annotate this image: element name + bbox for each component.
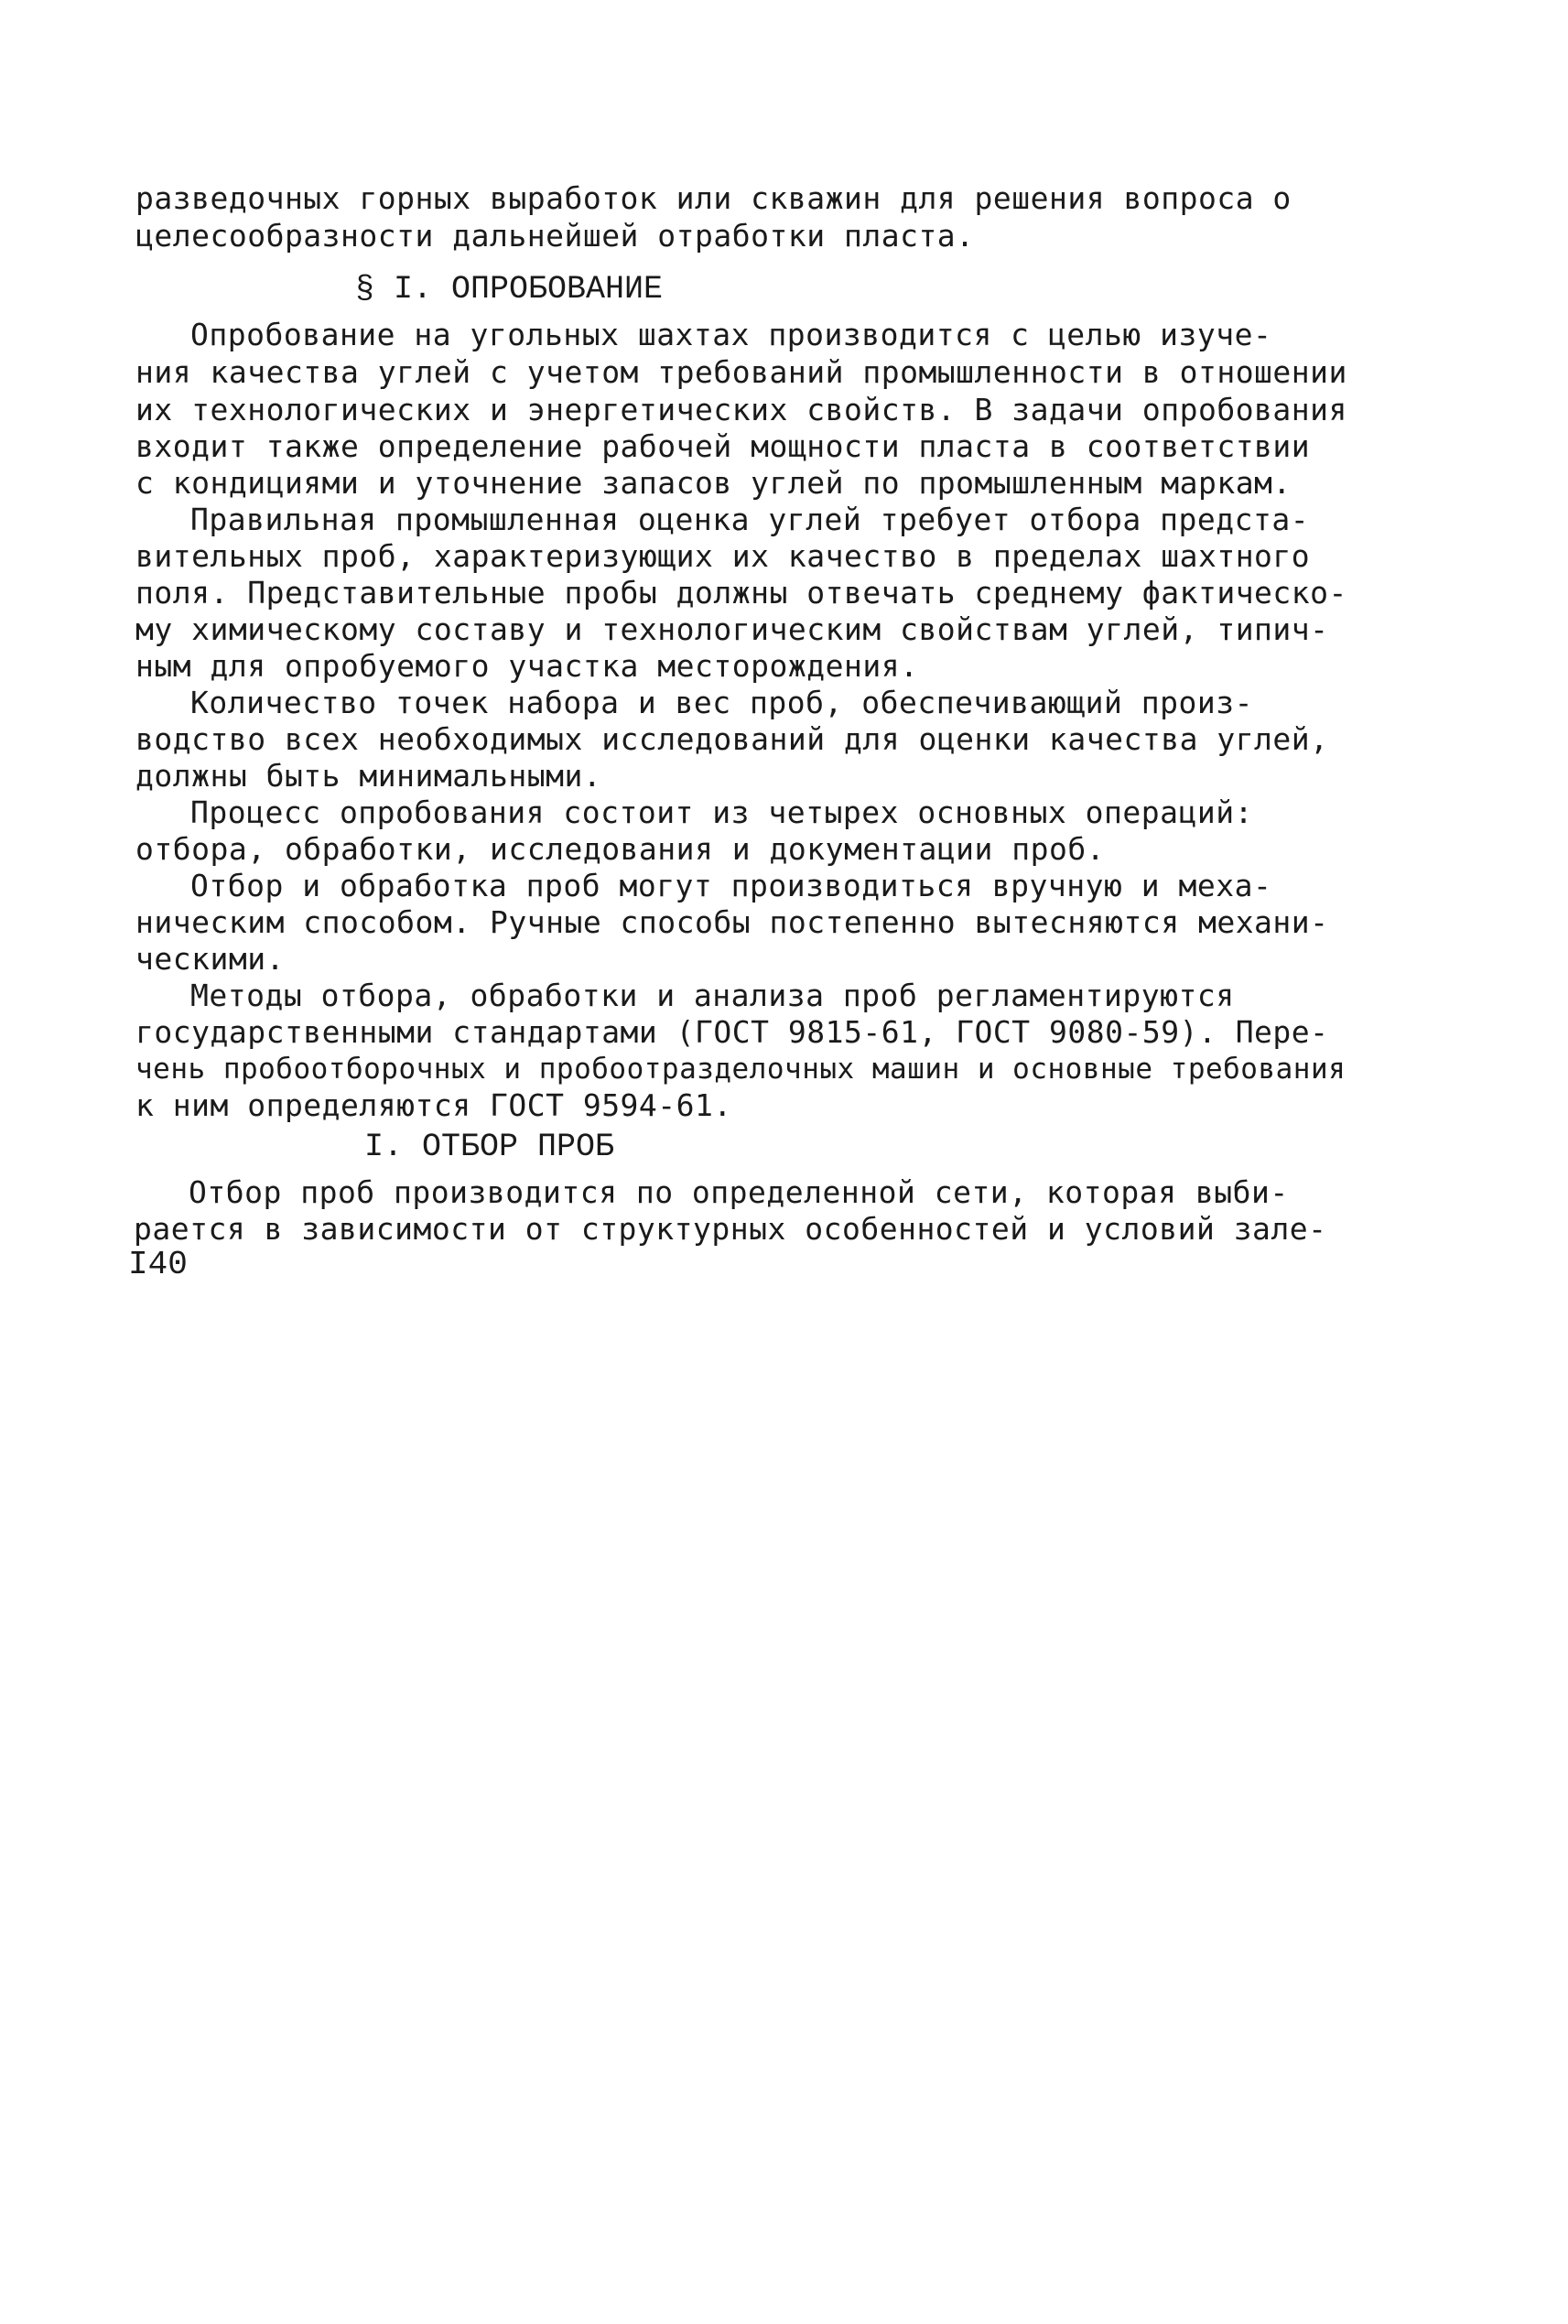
text-line: Методы отбора, обработки и анализа проб регламентируются (190, 978, 1235, 1013)
text-line: ным для опробуемого участка месторождения. (135, 648, 919, 684)
text-line: отбора, обработки, исследования и документации проб. (135, 831, 1106, 867)
text-line: к ним определяются ГОСТ 9594-61. (135, 1087, 732, 1123)
text-line: чень пробоотборочных и пробоотразделочных машин и основные требования (135, 1053, 1346, 1086)
text-line: с кондициями и уточнение запасов углей по промышленным маркам. (135, 465, 1292, 501)
text-line: разведочных горных выработок или скважин для решения вопроса о (135, 180, 1292, 216)
text-line: их технологических и энергетических свойств. В задачи опробования (135, 392, 1347, 427)
text-line: вительных проб, характеризующих их качество в пределах шахтного (135, 538, 1311, 574)
text-line: водство всех необходимых исследований для оценки качества углей, (135, 721, 1329, 757)
text-line: ния качества углей с учетом требований промышленности в отношении (135, 354, 1347, 390)
text-line: целесообразности дальнейшей отработки пласта. (135, 218, 975, 254)
text-line: Опробование на угольных шахтах производится с целью изуче- (190, 317, 1272, 352)
text-line: ническим способом. Ручные способы постепенно вытесняются механи- (135, 904, 1329, 940)
text-line: му химическому составу и технологическим свойствам углей, типич- (135, 611, 1329, 647)
text-line: Правильная промышленная оценка углей требует отбора предста- (190, 502, 1310, 537)
text-line: Отбор проб производится по определенной сети, которая выби- (189, 1174, 1289, 1210)
page-number: I40 (128, 1246, 188, 1283)
text-line: рается в зависимости от структурных особенностей и условий зале- (134, 1211, 1327, 1247)
subsection-heading: I. ОТБОР ПРОБ (364, 1129, 615, 1165)
text-line: входит также определение рабочей мощности пласта в соответствии (135, 428, 1311, 464)
text-line: Процесс опробования состоит из четырех основных операций: (190, 794, 1253, 830)
text-line: Количество точек набора и вес проб, обеспечивающий произ- (190, 685, 1253, 720)
text-line: ческими. (135, 941, 285, 977)
text-line: государственными стандартами (ГОСТ 9815-61, ГОСТ 9080-59). Пере- (135, 1014, 1329, 1050)
text-line: Отбор и обработка проб могут производиться вручную и меха- (190, 868, 1272, 903)
text-line: должны быть минимальными. (135, 758, 602, 794)
text-line: поля. Представительные пробы должны отвечать среднему фактическо- (135, 575, 1347, 611)
section-heading: § I. ОПРОБОВАНИЕ (355, 271, 664, 308)
